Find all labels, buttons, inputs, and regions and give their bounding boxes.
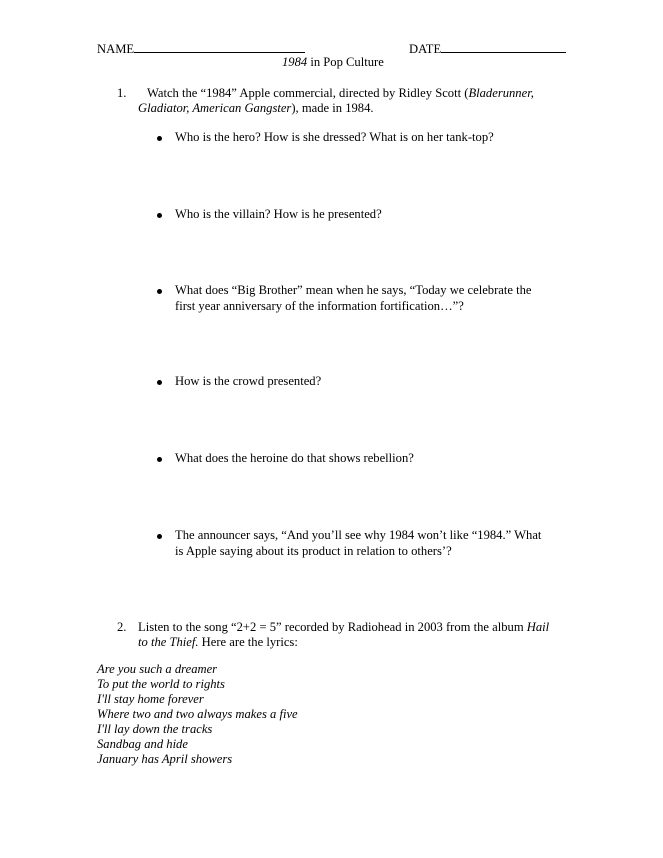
date-label: DATE	[409, 42, 442, 56]
bullet-dot	[157, 289, 162, 294]
date-field	[409, 40, 566, 57]
lyric-line: January has April showers	[97, 752, 233, 766]
q1-bullet-6-line-1: The announcer says, “And you’ll see why 1984 won’t like “1984.” What	[175, 528, 542, 542]
name-blank[interactable]	[134, 40, 305, 53]
name-label: NAME	[97, 42, 135, 56]
q1-bullet-3-line-2: first year anniversary of the information fortification…”?	[175, 299, 464, 313]
date-blank[interactable]	[441, 40, 566, 53]
bullet-dot	[157, 534, 162, 539]
bullet-dot	[157, 213, 162, 218]
q1-line-2	[138, 101, 374, 116]
page-title-rest: in Pop Culture	[307, 55, 384, 69]
lyric-line: I'll lay down the tracks	[97, 722, 213, 736]
lyric-line: Where two and two always makes a five	[97, 707, 298, 721]
page-title-italic: 1984	[282, 55, 308, 69]
bullet-dot	[157, 136, 162, 141]
q1-line-2-italic: Gladiator, American Gangster	[138, 101, 292, 115]
lyric-line: I'll stay home forever	[97, 692, 204, 706]
q2-line-2-text: Here are the lyrics:	[198, 635, 298, 649]
q1-bullet-6-line-2: is Apple saying about its product in relation to others’?	[175, 544, 452, 558]
q2-number: 2.	[117, 620, 127, 634]
lyric-line: To put the world to rights	[97, 677, 225, 691]
q2-line-1	[138, 620, 549, 635]
q2-line-2	[138, 635, 298, 650]
lyric-line: Are you such a dreamer	[97, 662, 218, 676]
q1-bullet-1: Who is the hero? How is she dressed? What is on her tank-top?	[175, 130, 494, 144]
q1-bullet-5: What does the heroine do that shows rebellion?	[175, 451, 414, 465]
name-field	[97, 40, 305, 57]
q1-line-1-text: Watch the “1984” Apple commercial, directed by Ridley Scott (	[147, 86, 469, 100]
lyric-line: Sandbag and hide	[97, 737, 188, 751]
page-title	[282, 55, 384, 70]
lyrics-block	[97, 662, 298, 767]
q1-line-2-text: ), made in 1984.	[291, 101, 374, 115]
q1-bullet-2: Who is the villain? How is he presented?	[175, 207, 382, 221]
q2-line-1-text: Listen to the song “2+2 = 5” recorded by Radiohead in 2003 from the album	[138, 620, 527, 634]
q2-line-1-italic: Hail	[526, 620, 550, 634]
q2-line-2-italic: to the Thief.	[138, 635, 199, 649]
bullet-dot	[157, 380, 162, 385]
q1-number: 1.	[117, 86, 127, 100]
q1-line-1-italic: Bladerunner,	[468, 86, 534, 100]
bullet-dot	[157, 457, 162, 462]
q1-bullet-4: How is the crowd presented?	[175, 374, 322, 388]
q1-line-1	[147, 86, 534, 101]
q1-bullet-3-line-1: What does “Big Brother” mean when he says, “Today we celebrate the	[175, 283, 532, 297]
